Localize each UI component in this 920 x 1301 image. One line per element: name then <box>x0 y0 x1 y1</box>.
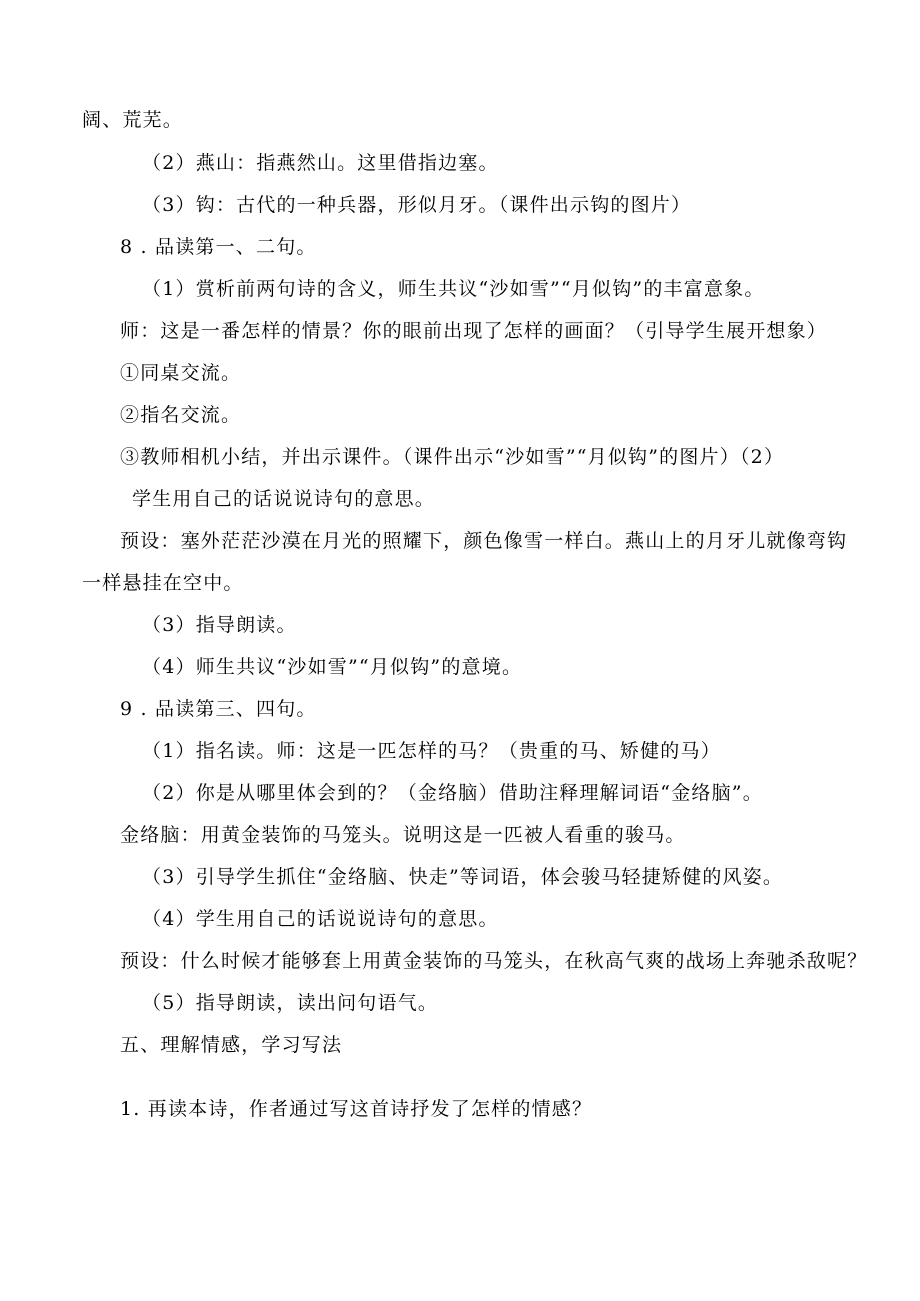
text-line: 预设：什么时候才能够套上用黄金装饰的马笼头，在秋高气爽的战场上奔驰杀敌呢？ <box>120 950 868 972</box>
text-line: 阔、荒芜。 <box>82 109 184 131</box>
text-line: （3）引导学生抓住“金络脑、快走”等词语，体会骏马轻捷矫健的风姿。 <box>142 866 784 888</box>
question-1: 1. 再读本诗，作者通过写这首诗抒发了怎样的情感？ <box>120 1098 593 1120</box>
note-3-gou: （3）钩：古代的一种兵器，形似月牙。（课件出示钩的图片） <box>142 194 692 216</box>
text-line: （1）指名读。师：这是一匹怎样的马？（贵重的马、矫健的马） <box>142 740 721 762</box>
note-2-yanshan: （2）燕山：指燕然山。这里借指边塞。 <box>142 152 499 174</box>
text-line: ②指名交流。 <box>120 404 242 426</box>
text-line: ①同桌交流。 <box>120 362 242 384</box>
text-line: 一样悬挂在空中。 <box>82 572 244 594</box>
section-5-heading: 五、理解情感，学习写法 <box>120 1034 343 1056</box>
text-line: 金络脑：用黄金装饰的马笼头。说明这是一匹被人看重的骏马。 <box>120 824 686 846</box>
text-line: （2）你是从哪里体会到的？（金络脑）借助注释理解词语“金络脑”。 <box>142 782 763 804</box>
section-9-heading: 9 . 品读第三、四句。 <box>120 698 317 720</box>
text-line: 学生用自己的话说说诗句的意思。 <box>132 488 436 510</box>
text-line: （3）指导朗读。 <box>142 614 297 636</box>
section-8-heading: 8 . 品读第一、二句。 <box>120 236 317 258</box>
text-line: （4）师生共议“沙如雪”“月似钩”的意境。 <box>142 656 523 678</box>
text-line: （4）学生用自己的话说说诗句的意思。 <box>142 908 499 930</box>
text-line: 预设：塞外茫茫沙漠在月光的照耀下，颜色像雪一样白。燕山上的月牙儿就像弯钩 <box>120 530 848 552</box>
text-line: ③教师相机小结，并出示课件。（课件出示“沙如雪”“月似钩”的图片）（2） <box>120 446 785 468</box>
text-line: （5）指导朗读，读出问句语气。 <box>142 992 439 1014</box>
text-line: 师：这是一番怎样的情景？你的眼前出现了怎样的画面？（引导学生展开想象） <box>120 320 828 342</box>
text-line: （1）赏析前两句诗的含义，师生共议“沙如雪”“月似钩”的丰富意象。 <box>142 278 765 300</box>
